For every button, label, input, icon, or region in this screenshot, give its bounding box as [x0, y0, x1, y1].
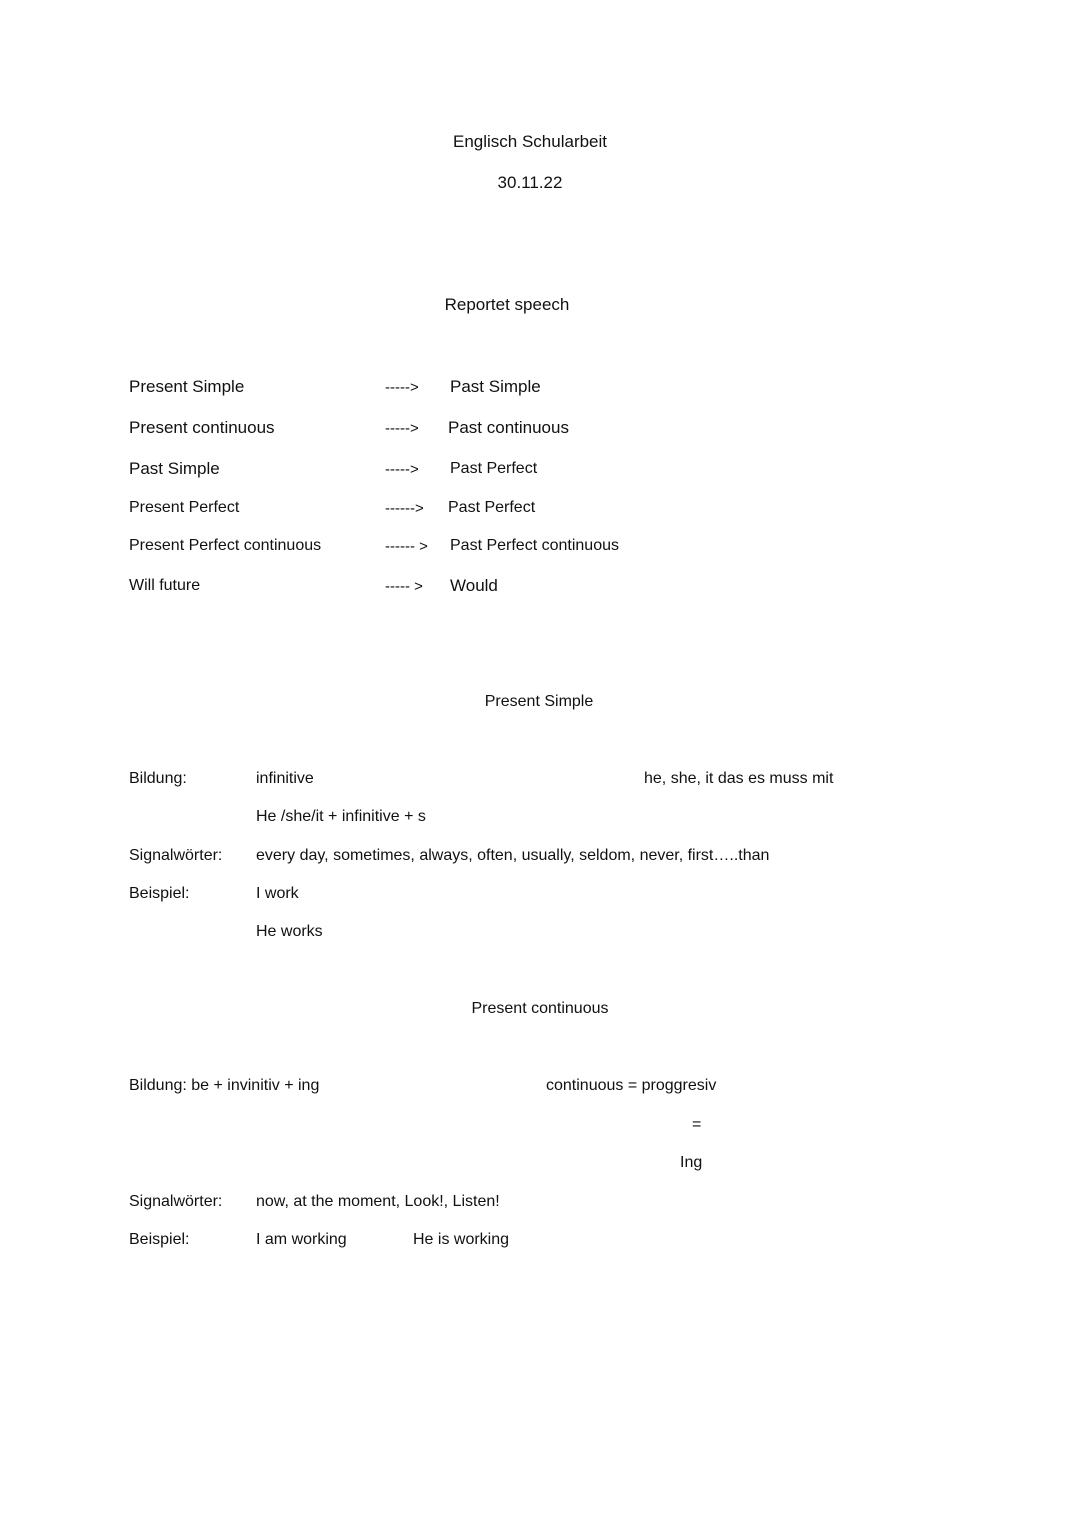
bildung-value: infinitive [256, 770, 314, 787]
tense-to: Past Simple [450, 377, 541, 396]
formula: He /she/it + infinitive + s [256, 808, 426, 825]
tense-from: Present Perfect continuous [129, 537, 322, 554]
signalwoerter-value: every day, sometimes, always, often, usually, seldom, never, first…..than [256, 847, 770, 864]
example-text: He is working [413, 1231, 510, 1248]
arrow: ----- > [385, 578, 423, 595]
ing-note: Ing [680, 1154, 703, 1171]
tense-from: Present Perfect [129, 499, 240, 516]
equals-sign: = [692, 1116, 702, 1133]
beispiel-label: Beispiel: [129, 1231, 190, 1248]
signalwoerter-label: Signalwörter: [129, 1193, 223, 1210]
tense-from: Present continuous [129, 418, 275, 437]
bildung-line: Bildung: be + invinitiv + ing [129, 1077, 320, 1094]
document-title: Englisch Schularbeit [452, 132, 608, 151]
arrow: ------ > [385, 538, 428, 555]
arrow: -----> [385, 379, 419, 396]
continuous-note: continuous = proggresiv [546, 1077, 717, 1094]
reported-speech-heading: Reportet speech [444, 295, 570, 314]
tense-from: Past Simple [129, 459, 220, 478]
present-simple-heading: Present Simple [484, 693, 594, 710]
document-date: 30.11.22 [497, 173, 563, 192]
tense-to: Past Perfect [448, 499, 536, 516]
tense-from: Will future [129, 577, 201, 594]
tense-from: Present Simple [129, 377, 245, 396]
third-person-note: he, she, it das es muss mit [644, 770, 834, 787]
signalwoerter-value: now, at the moment, Look!, Listen! [256, 1193, 500, 1210]
tense-to: Past continuous [448, 418, 569, 437]
example-text: He works [256, 923, 323, 940]
beispiel-label: Beispiel: [129, 885, 190, 902]
bildung-label: Bildung: [129, 770, 187, 787]
tense-to: Past Perfect [450, 460, 538, 477]
arrow: ------> [385, 500, 424, 517]
arrow: -----> [385, 420, 419, 437]
example-text: I am working [256, 1231, 347, 1248]
tense-to: Past Perfect continuous [450, 537, 619, 554]
tense-to: Would [450, 576, 498, 595]
example-text: I work [256, 885, 299, 902]
signalwoerter-label: Signalwörter: [129, 847, 223, 864]
arrow: -----> [385, 461, 419, 478]
present-continuous-heading: Present continuous [471, 1000, 609, 1017]
